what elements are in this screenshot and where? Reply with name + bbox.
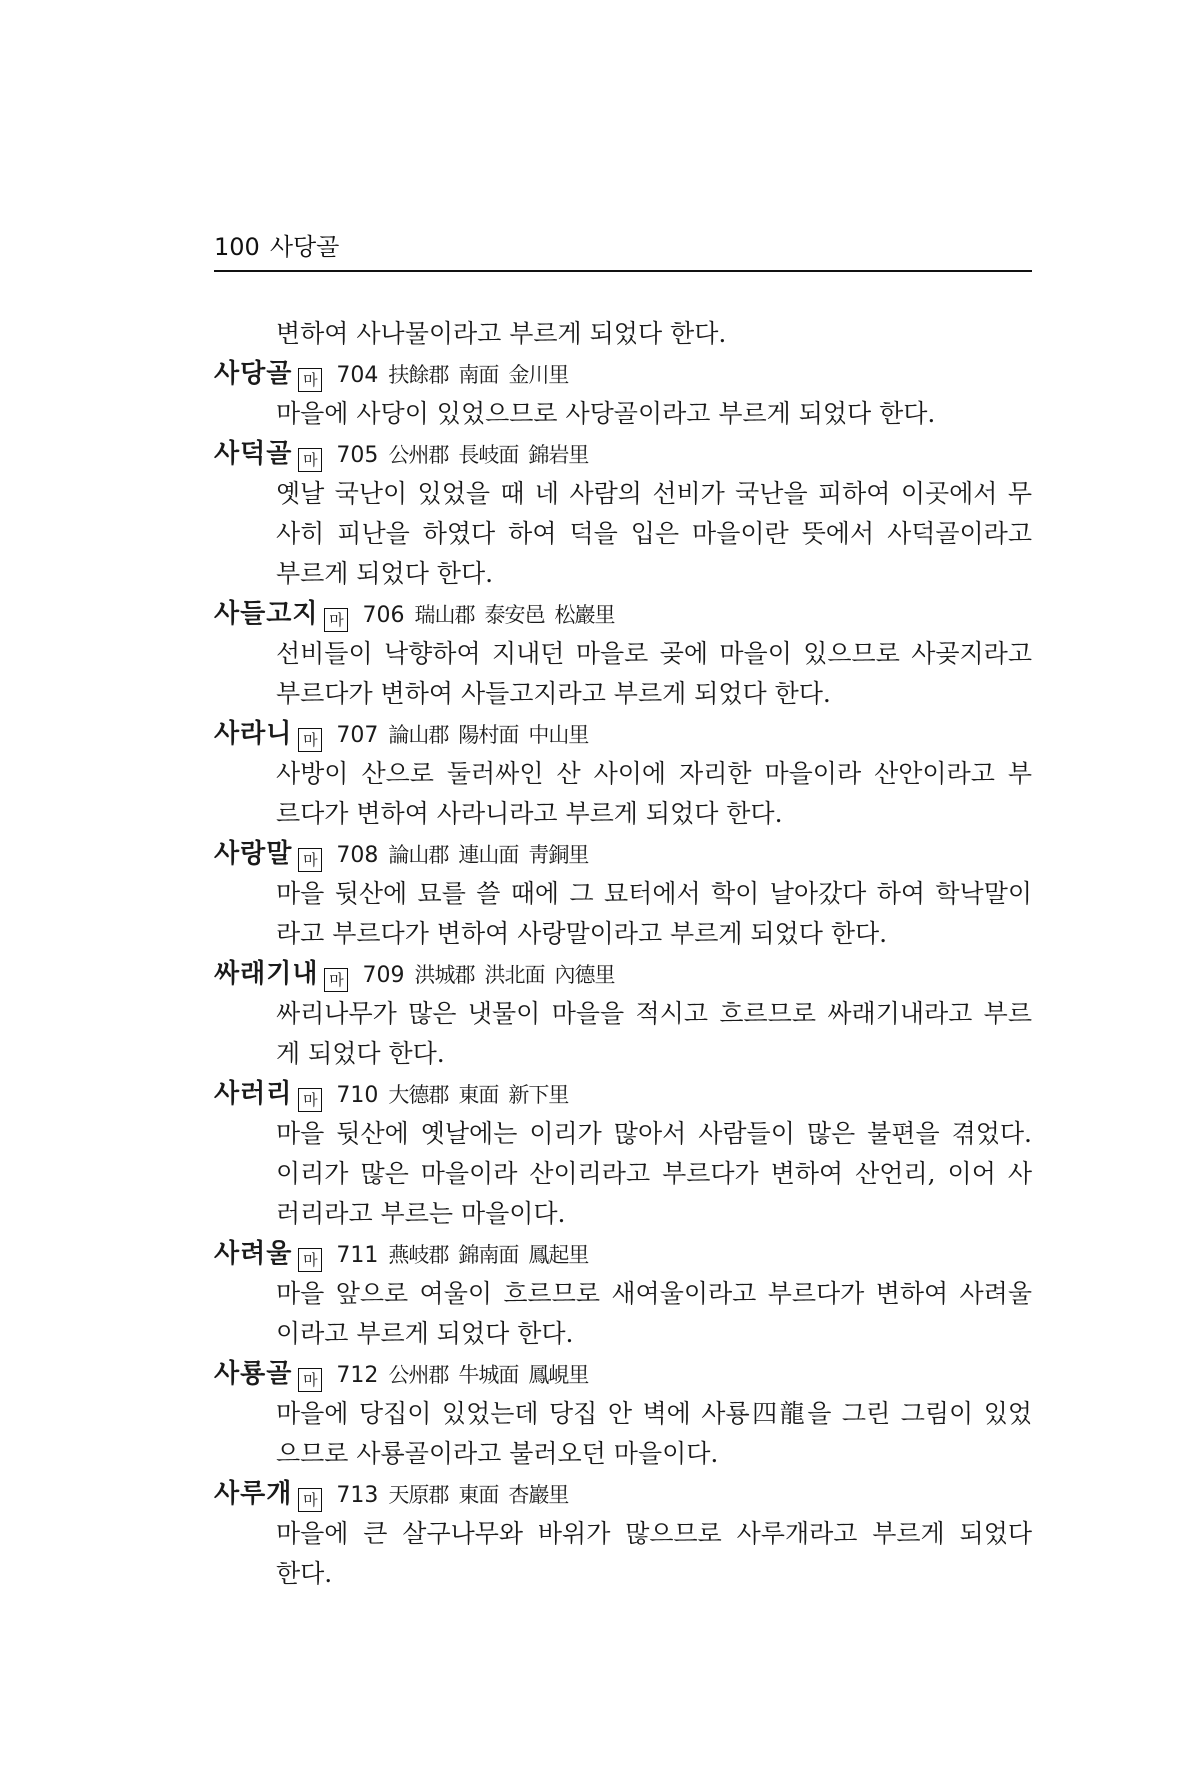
entry-number: 708	[336, 843, 379, 868]
entry-headword: 사러리	[214, 1079, 293, 1109]
entry-text-line: 르다가 변하여 사라니라고 부르게 되었다 한다.	[276, 799, 783, 828]
entry-text-line: 부르다가 변하여 사들고지라고 부르게 되었다 한다.	[276, 679, 831, 708]
entry-headword: 사들고지	[214, 599, 319, 629]
entry-place: 陽村面	[458, 723, 519, 747]
section-title: 사당골	[269, 233, 340, 261]
entry-heading	[214, 1474, 1032, 1514]
entry-place: 大德郡	[388, 1083, 449, 1107]
entry-text-line: 싸리나무가 많은 냇물이 마을을 적시고 흐르므로 싸래기내라고 부르	[276, 999, 1032, 1028]
entry-text-line: 옛날 국난이 있었을 때 네 사람의 선비가 국난을 피하여 이곳에서 무	[276, 479, 1032, 508]
entry-heading	[214, 1234, 1032, 1274]
entry-place: 公州郡	[388, 443, 449, 467]
entry-text-line: 마을 뒷산에 옛날에는 이리가 많아서 사람들이 많은 불편을 겪었다.	[276, 1119, 1032, 1148]
village-tag-icon: 마	[298, 1088, 322, 1112]
entry-heading	[214, 594, 1032, 634]
entry-text-line: 변하여 사나물이라고 부르게 되었다 한다.	[276, 319, 727, 348]
village-tag-icon: 마	[298, 448, 322, 472]
entry-place: 牛城面	[458, 1363, 519, 1387]
entry-headword: 싸래기내	[214, 959, 319, 989]
entry-place: 泰安邑	[484, 603, 545, 627]
entry-text-line: 이리가 많은 마을이라 산이리라고 부르다가 변하여 산언리, 이어 사	[276, 1159, 1032, 1188]
entry-place: 東面	[458, 1483, 499, 1507]
entry-heading	[214, 714, 1032, 754]
page-number: 100	[214, 233, 260, 261]
entry-headword: 사려울	[214, 1239, 293, 1269]
entry-place: 鳳起里	[528, 1243, 589, 1267]
entry-heading	[214, 1074, 1032, 1114]
entry-place: 鳳峴里	[528, 1363, 589, 1387]
entry-headword: 사덕골	[214, 439, 293, 469]
entry-headword: 사랑말	[214, 839, 293, 869]
entry-place: 中山里	[528, 723, 589, 747]
entry-place: 燕岐郡	[388, 1243, 449, 1267]
entry-number: 704	[336, 363, 379, 388]
entry-text-line: 게 되었다 한다.	[276, 1039, 445, 1068]
village-tag-icon: 마	[298, 1488, 322, 1512]
entry-headword: 사룡골	[214, 1359, 293, 1389]
village-tag-icon: 마	[298, 368, 322, 392]
entry-number: 709	[362, 963, 405, 988]
entry-heading	[214, 434, 1032, 474]
entry-text-line: 마을에 당집이 있었는데 당집 안 벽에 사룡四龍을 그린 그림이 있었	[276, 1399, 1032, 1428]
entry-place: 論山郡	[388, 843, 449, 867]
entry-text-line: 러리라고 부르는 마을이다.	[276, 1199, 566, 1228]
village-tag-icon: 마	[298, 728, 322, 752]
entry-number: 711	[336, 1243, 379, 1268]
entry-place: 東面	[458, 1083, 499, 1107]
entry-number: 710	[336, 1083, 379, 1108]
entry-heading	[214, 354, 1032, 394]
entry-headword: 사라니	[214, 719, 293, 749]
entry-number: 707	[336, 723, 379, 748]
entry-text-line: 마을에 사당이 있었으므로 사당골이라고 부르게 되었다 한다.	[276, 399, 936, 428]
entry-text-line: 마을 뒷산에 묘를 쓸 때에 그 묘터에서 학이 날아갔다 하여 학낙말이	[276, 879, 1032, 908]
entry-text-line: 마을 앞으로 여울이 흐르므로 새여울이라고 부르다가 변하여 사려울	[276, 1279, 1032, 1308]
entry-number: 706	[362, 603, 405, 628]
entry-text-line: 으므로 사룡골이라고 불러오던 마을이다.	[276, 1439, 719, 1468]
village-tag-icon: 마	[324, 968, 348, 992]
entry-heading	[214, 834, 1032, 874]
entry-text-line: 사방이 산으로 둘러싸인 산 사이에 자리한 마을이라 산안이라고 부	[276, 759, 1032, 788]
entry-text-line: 라고 부르다가 변하여 사랑말이라고 부르게 되었다 한다.	[276, 919, 888, 948]
entry-place: 新下里	[508, 1083, 569, 1107]
entry-text-line: 사히 피난을 하였다 하여 덕을 입은 마을이란 뜻에서 사덕골이라고	[276, 519, 1032, 548]
entry-heading	[214, 954, 1032, 994]
entry-place: 天原郡	[388, 1483, 449, 1507]
entry-place: 金川里	[508, 363, 569, 387]
running-head	[214, 232, 339, 262]
entry-text-line: 마을에 큰 살구나무와 바위가 많으므로 사루개라고 부르게 되었다	[276, 1519, 1032, 1548]
entry-place: 錦岩里	[528, 443, 589, 467]
entry-place: 錦南面	[458, 1243, 519, 1267]
entry-place: 內德里	[554, 963, 615, 987]
entry-place: 論山郡	[388, 723, 449, 747]
entry-text-line: 한다.	[276, 1559, 333, 1588]
entry-number: 712	[336, 1363, 379, 1388]
entry-place: 洪城郡	[414, 963, 475, 987]
entry-list	[214, 314, 1032, 1594]
entry-place: 瑞山郡	[414, 603, 475, 627]
entry-place: 南面	[458, 363, 499, 387]
village-tag-icon: 마	[324, 608, 348, 632]
entry-text-line: 선비들이 낙향하여 지내던 마을로 곶에 마을이 있으므로 사곶지라고	[276, 639, 1032, 668]
entry-place: 洪北面	[484, 963, 545, 987]
village-tag-icon: 마	[298, 1248, 322, 1272]
entry-number: 705	[336, 443, 379, 468]
entry-headword: 사루개	[214, 1479, 293, 1509]
entry-place: 公州郡	[388, 1363, 449, 1387]
entry-text-line: 부르게 되었다 한다.	[276, 559, 494, 588]
entry-place: 松巖里	[554, 603, 615, 627]
entry-place: 連山面	[458, 843, 519, 867]
header-rule	[214, 270, 1032, 272]
entry-number: 713	[336, 1483, 379, 1508]
entry-text-line: 이라고 부르게 되었다 한다.	[276, 1319, 574, 1348]
entry-place: 長岐面	[458, 443, 519, 467]
entry-place: 扶餘郡	[388, 363, 449, 387]
entry-place: 靑銅里	[528, 843, 589, 867]
entry-heading	[214, 1354, 1032, 1394]
entry-headword: 사당골	[214, 359, 293, 389]
village-tag-icon: 마	[298, 1368, 322, 1392]
village-tag-icon: 마	[298, 848, 322, 872]
entry-place: 杏巖里	[508, 1483, 569, 1507]
